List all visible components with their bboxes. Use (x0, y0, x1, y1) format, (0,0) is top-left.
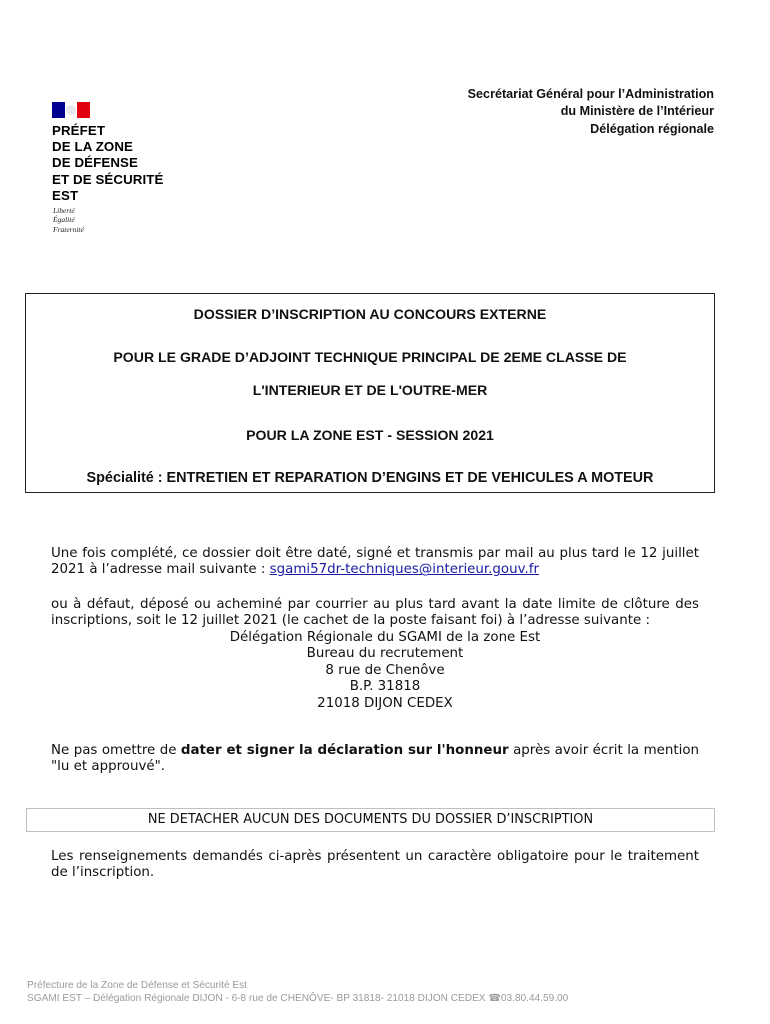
title-box (25, 293, 715, 493)
postal-address (0, 630, 770, 712)
issuer-line: du Ministère de l’Intérieur (560, 104, 714, 119)
title-line: DOSSIER D’INSCRIPTION AU CONCOURS EXTERNE (193, 306, 547, 322)
address-line: Délégation Régionale du SGAMI de la zone Est (229, 630, 541, 645)
instruction-text: Les renseignements demandés ci-après présentent un caractère obligatoire pour le traitement de l’inscription. (51, 849, 699, 881)
address-line: Bureau du recrutement (306, 646, 464, 662)
notice-text: NE DETACHER AUCUN DES DOCUMENTS DU DOSSIER D’INSCRIPTION (147, 812, 594, 827)
email-link[interactable]: sgami57dr-techniques@interieur.gouv.fr (269, 562, 539, 578)
speciality-line: Spécialité : ENTRETIEN ET REPARATION D’ENGINS ET DE VEHICULES A MOTEUR (86, 470, 654, 486)
prefet-line: EST (52, 187, 79, 203)
instruction-text: ou à défaut, déposé ou acheminé par courrier au plus tard avant la date limite de clôture des inscriptions, soit le 12 juillet 2021 (le cachet de la poste faisant foi) à l’adresse suivante : (51, 597, 699, 629)
title-line: POUR LE GRADE D’ADJOINT TECHNIQUE PRINCIPAL DE 2EME CLASSE DE (113, 349, 627, 365)
prefet-line: PRÉFET (52, 123, 106, 138)
prefet-line: DE LA ZONE (52, 139, 134, 155)
address-line: 8 rue de Chenôve (325, 662, 445, 678)
instruction-paragraph-1 (51, 546, 699, 579)
notice-box (26, 808, 715, 832)
instruction-text: Une fois complété, ce dossier doit être daté, signé et transmis par mail au plus tard le 12 juillet 2021 à l’adresse mail suivante : (51, 546, 699, 578)
instruction-emphasis: dater et signer la déclaration sur l'honneur (180, 743, 509, 758)
title-line: L'INTERIEUR ET DE L'OUTRE-MER (252, 382, 488, 398)
devise-line: Liberté (53, 206, 75, 215)
devise-line: Égalité (53, 215, 75, 225)
instruction-text: Ne pas omettre de (51, 743, 181, 758)
prefet-line: ET DE SÉCURITÉ (52, 171, 164, 187)
address-line: B.P. 31818 (349, 679, 421, 695)
address-line: 21018 DIJON CEDEX (317, 695, 453, 711)
instruction-paragraph-3 (51, 743, 699, 776)
marianne-flag-icon (52, 102, 90, 118)
issuer-line: Secrétariat Général pour l’Administration (467, 87, 714, 101)
mandatory-info-paragraph (51, 849, 699, 882)
devise-line: Fraternité (53, 224, 84, 234)
prefet-line: DE DÉFENSE (52, 155, 138, 171)
footer-line: SGAMI EST – Délégation Régionale DIJON - 6-8 rue de CHENÔVE- BP 31818- 21018 DIJON CEDEX ☎03.80.44.59.00 (27, 993, 569, 1005)
instruction-text: après avoir écrit la mention "lu et approuvé". (51, 743, 699, 775)
instruction-paragraph-2 (51, 597, 699, 630)
title-line: POUR LA ZONE EST - SESSION 2021 (246, 427, 494, 443)
page-footer (27, 979, 568, 1006)
issuer-header (468, 86, 714, 138)
prefet-title (52, 123, 163, 204)
devise (53, 206, 84, 234)
issuer-line: Délégation régionale (590, 121, 714, 136)
footer-line: Préfecture de la Zone de Défense et Sécurité Est (27, 980, 247, 991)
